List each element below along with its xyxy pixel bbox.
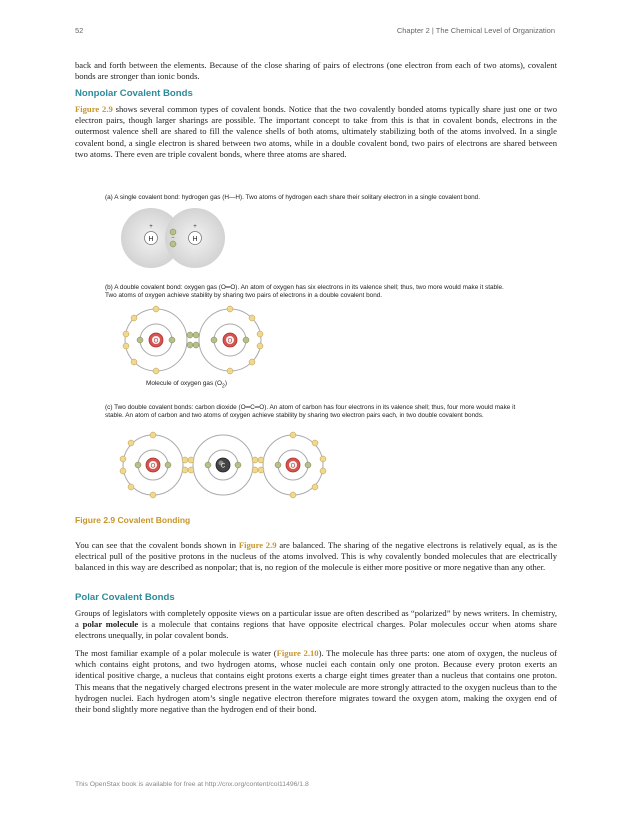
oxygen-gas-label: Molecule of oxygen gas $(O_2)$ [146, 380, 227, 390]
running-header: Chapter 2 | The Chemical Level of Organization [396, 26, 555, 35]
figure-link[interactable]: Figure 2.10 [276, 648, 319, 658]
shared-electron [193, 332, 199, 338]
page-number: 52 [75, 26, 84, 35]
carbon-dioxide-diagram [117, 429, 329, 501]
figure-panel-b-caption: (b) A double covalent bond: oxygen gas (O═O). An atom of oxygen has six electrons in its valence shell; thus, two more would make it stable. Two atoms of oxygen achieve stability by sharing two pairs of electrons in a double covalent bond. [105, 284, 504, 299]
nonpolar-paragraph-text: shows several common types of covalent bonds. Notice that the two covalently bonded atoms typically share just one or two electron pairs, though larger sharings are possible. The important concept to take from this is that in covalent bonds, electrons in the outermost valence shell are shared to fill the valence shells of both atoms, ultimately stabilizing both of the atoms involved. In a single covalent bond, a single electron is shared between two atoms, while in a double covalent bond, two pairs of electrons are shared between two atoms. There even are triple covalent bonds, where three atoms are shared. [75, 104, 557, 159]
section-heading-nonpolar: Nonpolar Covalent Bonds [75, 88, 193, 99]
nonpolar-paragraph [75, 104, 557, 160]
oxygen-gas-diagram [118, 304, 268, 376]
proton-charge-left: + [149, 224, 153, 230]
proton-charge-right: + [193, 224, 197, 230]
figure-link[interactable]: Figure 2.9 [75, 104, 113, 114]
figure-panel-c-caption: (c) Two double covalent bonds: carbon dioxide (O═C═O). An atom of carbon has four electrons in its valence shell; thus, four more would make it stable. An atom of carbon and two atoms of oxygen achieve stability by sharing two electron pairs each, in two double covalent bonds. [105, 404, 516, 419]
figure-panel-a-caption: (a) A single covalent bond: hydrogen gas (H—H). Two atoms of hydrogen each share their solitary electron in a single covalent bond. [105, 194, 481, 201]
hydrogen-diagram [118, 206, 228, 276]
oxygen-symbol-left: O [153, 338, 159, 345]
balanced-paragraph: You can see that the covalent bonds shown in Figure 2.9 are balanced. The sharing of the negative electrons is relatively equal, as is the electrical pull of the positive protons in the nucleus of the atoms involved. This is why covalently bonded molecules that are electrically balanced in this way are described as nonpolar; that is, no region of the molecule is either more positive or more negative than any other. [75, 540, 558, 573]
shared-electron [187, 342, 193, 348]
hydrogen-symbol-right: H [192, 236, 198, 243]
shared-electron [193, 342, 199, 348]
key-term: polar molecule [82, 619, 139, 630]
figure-caption: Figure 2.9 Covalent Bonding [75, 515, 191, 525]
hydrogen-symbol-left: H [148, 236, 154, 243]
figure-link[interactable]: Figure 2.9 [238, 540, 277, 550]
intro-paragraph: back and forth between the elements. Because of the close sharing of pairs of electrons (one electron from each of two atoms), covalent bonds are stronger than ionic bonds. [75, 60, 557, 82]
co2-oxygen-symbol-right: O [290, 463, 296, 470]
carbon-symbol: C [220, 463, 226, 470]
polar-paragraph-2: The most familiar example of a polar molecule is water (Figure 2.10). The molecule has three parts: one atom of oxygen, the nucleus of which contains eight protons, and two hydrogen atoms, whose nuclei each contain only one proton. Because every proton exerts an identical positive charge, a nucleus that contains eight protons exerts a charge eight times greater than a nucleus that contains one proton. This means that the negatively charged electrons present in the water molecule are more strongly attracted to the oxygen nucleus than to the hydrogen nuclei. Each hydrogen atom’s single negative electron therefore migrates toward the oxygen atom, making the oxygen end of their bond slightly more negative than the hydrogen end of their bond. [75, 648, 558, 715]
shared-electron [187, 332, 193, 338]
svg-text:–: – [171, 235, 175, 241]
shared-electron-2 [170, 241, 176, 247]
co2-oxygen-symbol-left: O [150, 463, 156, 470]
section-heading-polar: Polar Covalent Bonds [75, 592, 175, 603]
polar-paragraph-1: Groups of legislators with completely opposite views on a particular issue are often described as “polarized” by news writers. In chemistry, a polar molecule is a molecule that contains regions that have opposite electrical charges. Polar molecules occur when atoms share electrons unequally, in polar covalent bonds. [75, 608, 557, 641]
footer-note: This OpenStax book is available for free at http://cnx.org/content/col11496/1.8 [75, 781, 309, 788]
oxygen-symbol-right: O [227, 338, 233, 345]
